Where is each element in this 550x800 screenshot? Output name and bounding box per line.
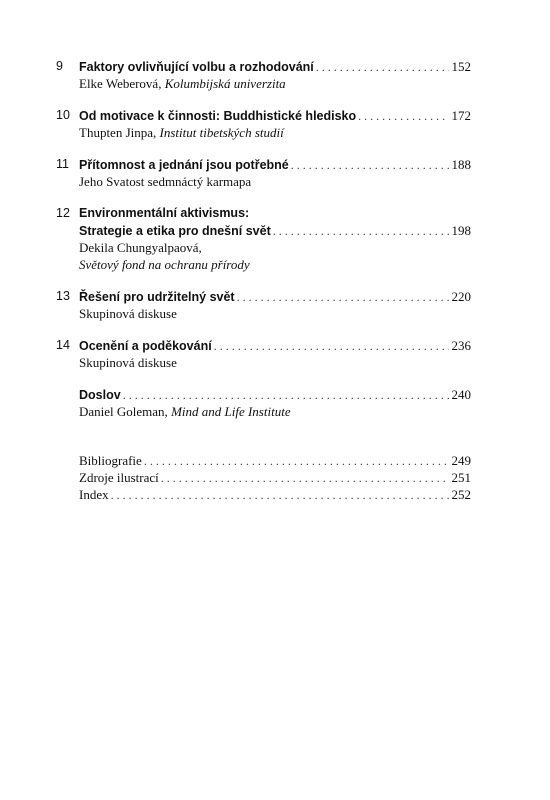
dot-leader xyxy=(111,487,449,504)
author-affiliation: Kolumbijská univerzita xyxy=(164,76,286,91)
chapter-number: 9 xyxy=(56,59,63,73)
back-matter-title: Zdroje ilustrací xyxy=(79,470,159,485)
chapter-number: 10 xyxy=(56,108,70,122)
dot-leader xyxy=(358,108,448,125)
dot-leader xyxy=(291,157,449,174)
page-number: 198 xyxy=(451,223,471,238)
page-number: 236 xyxy=(451,338,471,353)
chapter-number: 12 xyxy=(56,206,70,220)
page-number: 251 xyxy=(451,470,471,485)
chapter-number: 14 xyxy=(56,338,70,352)
chapter-title: Faktory ovlivňující volbu a rozhodování xyxy=(79,60,314,74)
chapter-title: Od motivace k činnosti: Buddhistické hledisko xyxy=(79,109,357,123)
chapter-author: Dekila Chungyalpaová, xyxy=(79,240,202,255)
chapter-title: Doslov xyxy=(79,388,121,402)
chapter-number: 13 xyxy=(56,289,70,303)
chapter-number: 11 xyxy=(56,157,69,171)
dot-leader xyxy=(144,453,449,470)
chapter-author: Thupten Jinpa, Institut tibetských studií xyxy=(79,125,284,140)
dot-leader xyxy=(123,387,449,404)
chapter-author: Skupinová diskuse xyxy=(79,306,177,321)
chapter-author: Skupinová diskuse xyxy=(79,355,177,370)
author-affiliation: Světový fond na ochranu přírody xyxy=(79,257,250,272)
page-number: 252 xyxy=(451,487,471,502)
back-matter-title: Bibliografie xyxy=(79,453,142,468)
back-matter-title: Index xyxy=(79,487,109,502)
page-number: 188 xyxy=(451,157,471,172)
dot-leader xyxy=(273,223,449,240)
chapter-author: Jeho Svatost sedmnáctý karmapa xyxy=(79,174,252,189)
dot-leader xyxy=(214,338,449,355)
page-number: 172 xyxy=(451,108,471,123)
chapter-author: Daniel Goleman, Mind and Life Institute xyxy=(79,404,291,419)
dot-leader xyxy=(316,59,449,76)
page-number: 152 xyxy=(451,59,471,74)
chapter-title: Ocenění a poděkování xyxy=(79,339,212,353)
chapter-title-line-1: Environmentální aktivismus: xyxy=(79,206,250,220)
chapter-author: Elke Weberová, Kolumbijská univerzita xyxy=(79,76,286,91)
page-number: 249 xyxy=(451,453,471,468)
author-affiliation: Mind and Life Institute xyxy=(171,404,291,419)
dot-leader xyxy=(237,289,449,306)
page-number: 240 xyxy=(451,387,471,402)
chapter-title: Strategie a etika pro dnešní svět xyxy=(79,224,271,238)
chapter-title: Přítomnost a jednání jsou potřebné xyxy=(79,158,289,172)
dot-leader xyxy=(161,470,449,487)
chapter-title: Řešení pro udržitelný svět xyxy=(79,290,235,304)
author-affiliation: Institut tibetských studií xyxy=(159,125,284,140)
page-number: 220 xyxy=(451,289,471,304)
